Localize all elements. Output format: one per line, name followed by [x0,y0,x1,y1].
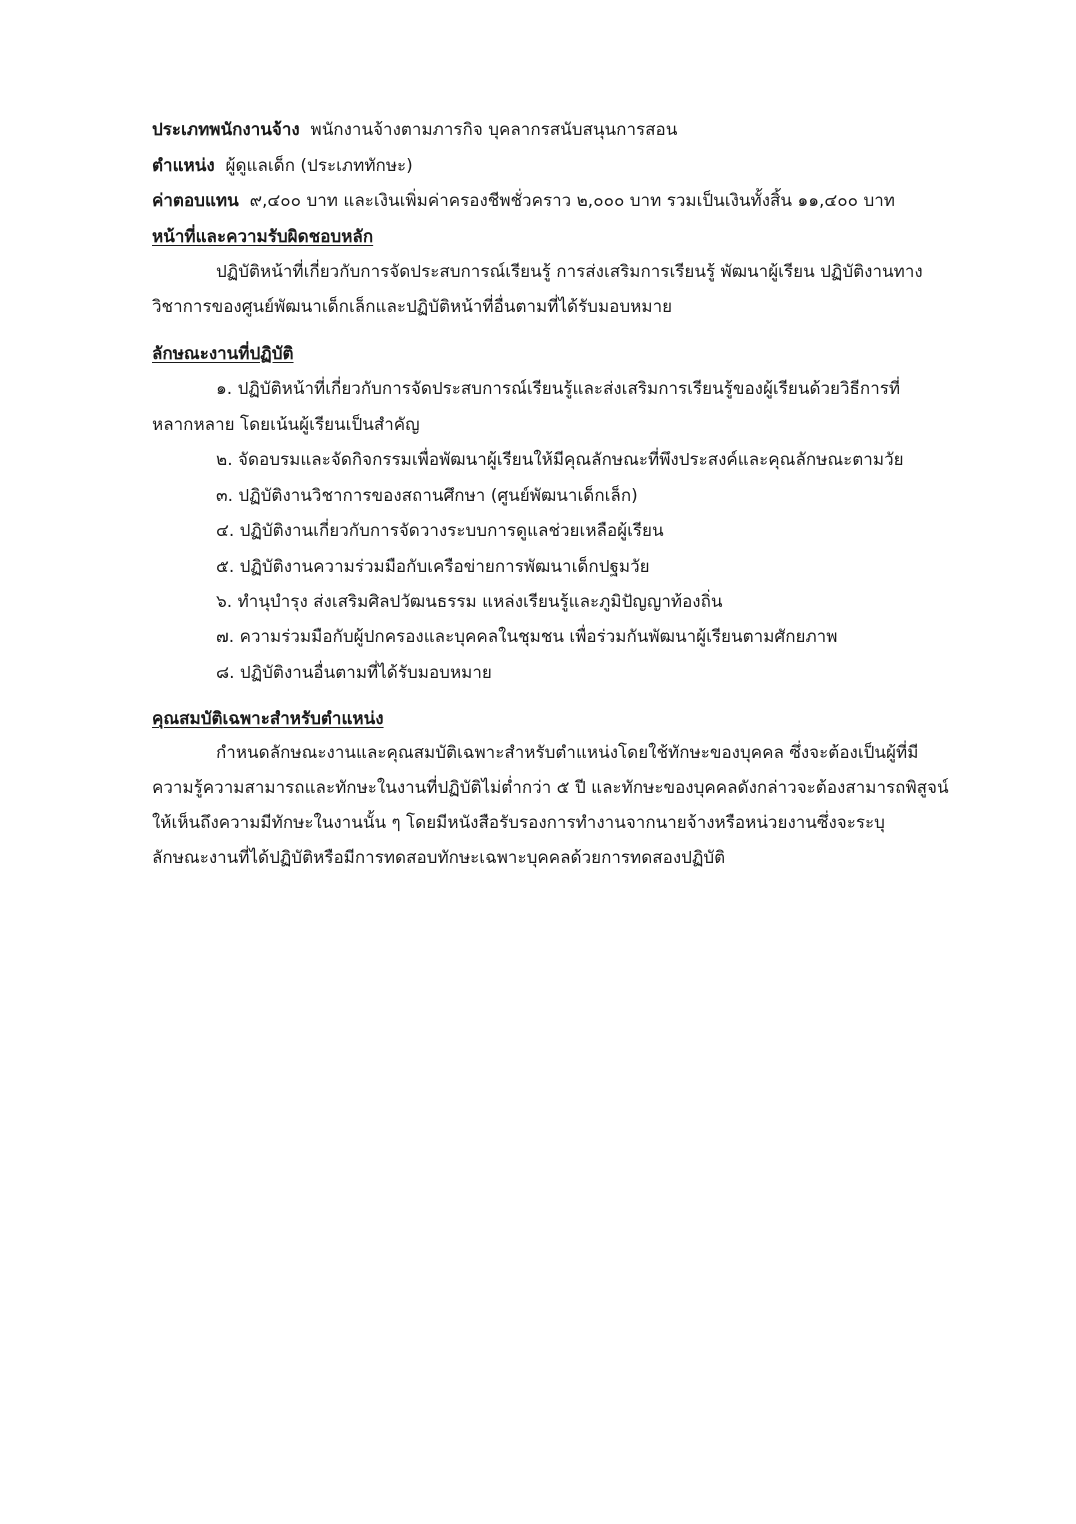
work-item-1-cont: หลากหลาย โดยเน้นผู้เรียนเป็นสำคัญ [152,415,420,435]
work-item-3: ๓. ปฏิบัติงานวิชาการของสถานศึกษา (ศูนย์พัฒนาเด็กเล็ก) [216,486,638,506]
position-label: ตำแหน่ง [152,156,215,176]
work-item-8: ๘. ปฏิบัติงานอื่นตามที่ได้รับมอบหมาย [216,663,492,683]
employee-type-label: ประเภทพนักงานจ้าง [152,120,300,140]
compensation-row [152,189,895,213]
qualifications-line-2: ความรู้ความสามารถและทักษะในงานที่ปฏิบัติไม่ต่ำกว่า ๕ ปี และทักษะของบุคคลดังกล่าวจะต้องสามารถพิสูจน์ [152,778,949,798]
work-nature-heading: ลักษณะงานที่ปฏิบัติ [152,344,294,364]
work-item-2: ๒. จัดอบรมและจัดกิจกรรมเพื่อพัฒนาผู้เรียนให้มีคุณลักษณะที่พึงประสงค์และคุณลักษณะตามวัย [216,450,904,470]
qualifications-line-4: ลักษณะงานที่ได้ปฏิบัติหรือมีการทดสอบทักษะเฉพาะบุคคลด้วยการทดสองปฏิบัติ [152,848,726,868]
compensation-label: ค่าตอบแทน [152,191,239,211]
qualifications-line-1: กำหนดลักษณะงานและคุณสมบัติเฉพาะสำหรับตำแหน่งโดยใช้ทักษะของบุคคล ซึ่งจะต้องเป็นผู้ที่มี [216,743,919,763]
qualifications-line-3: ให้เห็นถึงความมีทักษะในงานนั้น ๆ โดยมีหนังสือรับรองการทำงานจากนายจ้างหรือหน่วยงานซึ่งจะระบุ [152,813,885,833]
work-item-4: ๔. ปฏิบัติงานเกี่ยวกับการจัดวางระบบการดูแลช่วยเหลือผู้เรียน [216,521,664,541]
work-item-7: ๗. ความร่วมมือกับผู้ปกครองและบุคคลในชุมชน เพื่อร่วมกันพัฒนาผู้เรียนตามศักยภาพ [216,627,838,647]
work-item-6: ๖. ทำนุบำรุง ส่งเสริมศิลปวัฒนธรรม แหล่งเรียนรู้และภูมิปัญญาท้องถิ่น [216,592,723,612]
position-value: ผู้ดูแลเด็ก (ประเภททักษะ) [225,156,413,176]
duties-line-2: วิชาการของศูนย์พัฒนาเด็กเล็กและปฏิบัติหน้าที่อื่นตามที่ได้รับมอบหมาย [152,297,673,317]
work-item-1: ๑. ปฏิบัติหน้าที่เกี่ยวกับการจัดประสบการณ์เรียนรู้และส่งเสริมการเรียนรู้ของผู้เรียนด้วยวิธีการที่ [216,379,901,399]
duties-heading: หน้าที่และความรับผิดชอบหลัก [152,227,374,247]
employee-type-value: พนักงานจ้างตามภารกิจ บุคลากรสนับสนุนการสอน [310,120,678,140]
position-row [152,154,413,178]
employee-type-row [152,118,677,142]
duties-line-1: ปฏิบัติหน้าที่เกี่ยวกับการจัดประสบการณ์เรียนรู้ การส่งเสริมการเรียนรู้ พัฒนาผู้เรียน ปฏิบัติงานทาง [216,262,923,282]
qualifications-heading: คุณสมบัติเฉพาะสำหรับตำแหน่ง [152,709,384,729]
work-item-5: ๕. ปฏิบัติงานความร่วมมือกับเครือข่ายการพัฒนาเด็กปฐมวัย [216,557,650,577]
compensation-value: ๙,๔๐๐ บาท และเงินเพิ่มค่าครองชีพชั่วคราว ๒,๐๐๐ บาท รวมเป็นเงินทั้งสิ้น ๑๑,๔๐๐ บาท [249,191,895,211]
